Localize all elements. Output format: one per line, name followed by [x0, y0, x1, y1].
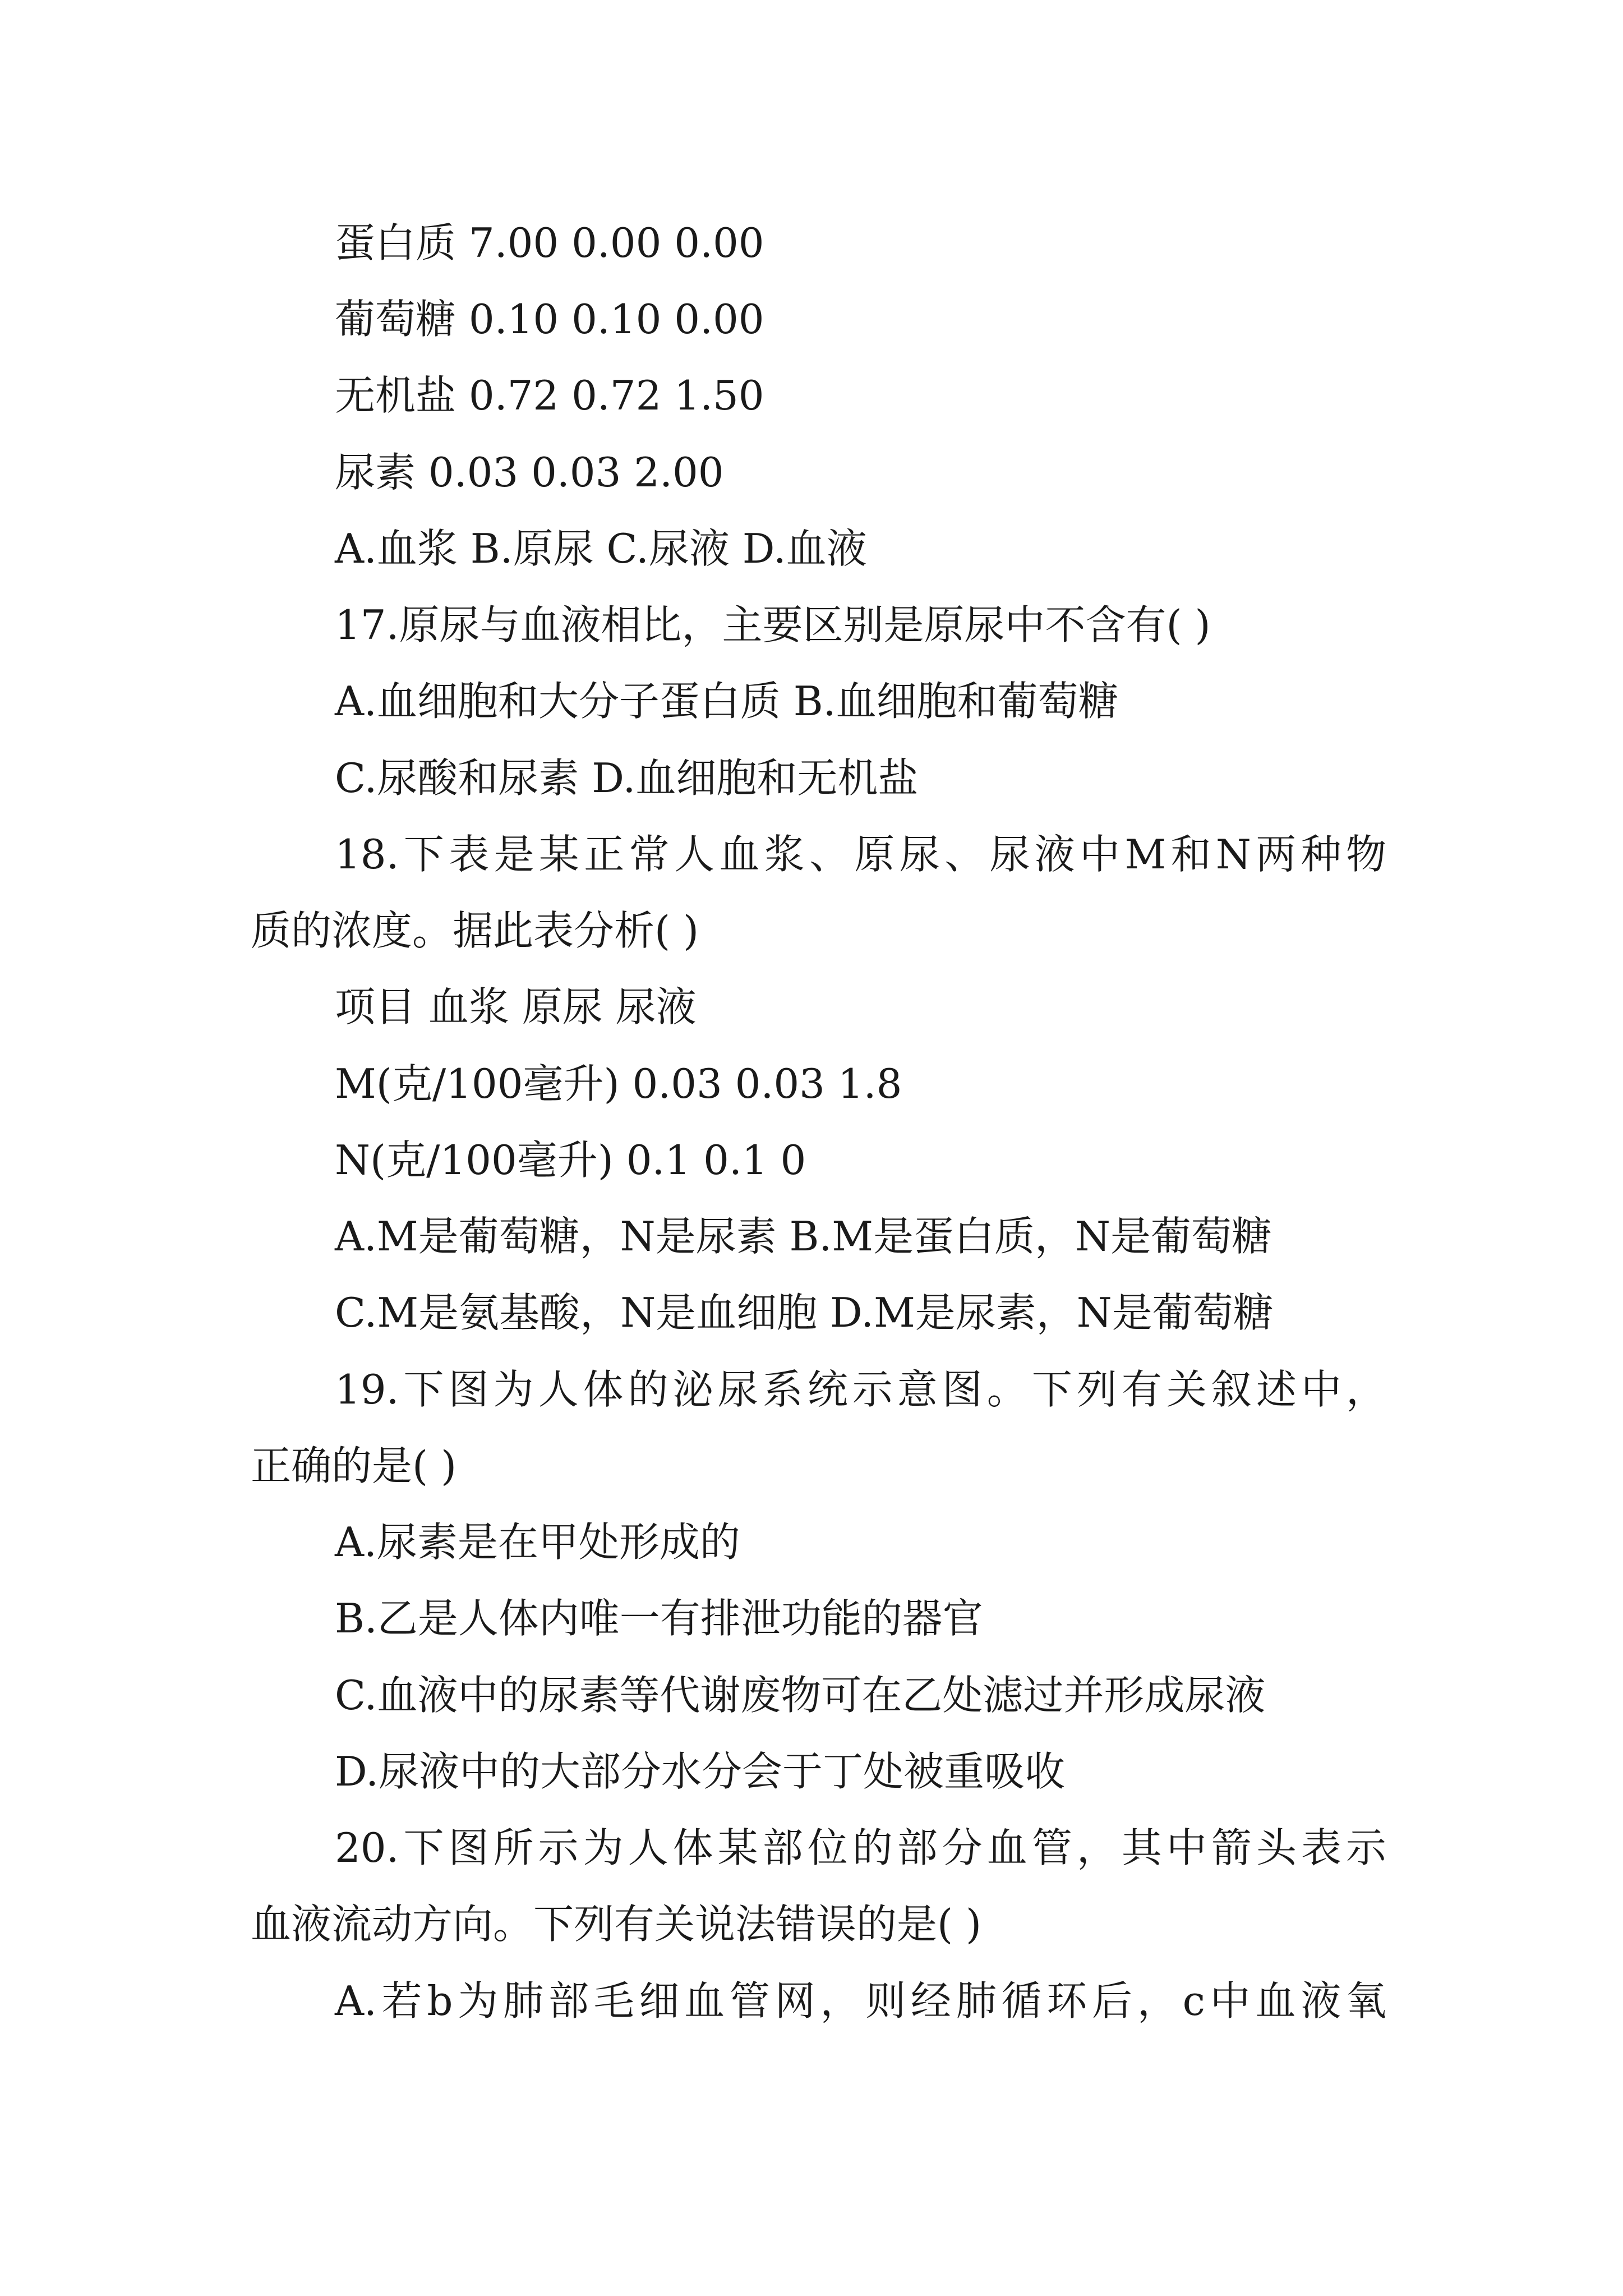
table-row-urea: 尿素 0.03 0.03 2.00 — [335, 449, 724, 496]
q19-stem-line2: 正确的是( ) — [251, 1442, 457, 1489]
q19-option-b: B.乙是人体内唯一有排泄功能的器官 — [335, 1595, 983, 1642]
q18-table-header: 项目 血浆 原尿 尿液 — [335, 983, 697, 1030]
table-row-protein: 蛋白质 7.00 0.00 0.00 — [335, 219, 764, 266]
q18-stem-line2: 质的浓度。据此表分析( ) — [251, 907, 699, 954]
table-row-inorganic-salt: 无机盐 0.72 0.72 1.50 — [335, 372, 764, 419]
q19-option-c: C.血液中的尿素等代谢废物可在乙处滤过并形成尿液 — [335, 1672, 1266, 1719]
q16-options: A.血浆 B.原尿 C.尿液 D.血液 — [335, 525, 867, 572]
q20-stem-line2: 血液流动方向。下列有关说法错误的是( ) — [251, 1901, 982, 1948]
q18-table-row-m: M(克/100毫升) 0.03 0.03 1.8 — [335, 1060, 902, 1107]
q17-options-cd: C.尿酸和尿素 D.血细胞和无机盐 — [335, 754, 919, 802]
q20-stem-line1: 20.下图所示为人体某部位的部分血管，其中箭头表示 — [335, 1824, 1386, 1871]
q19-option-d: D.尿液中的大部分水分会于丁处被重吸收 — [335, 1748, 1066, 1795]
table-row-glucose: 葡萄糖 0.10 0.10 0.00 — [335, 296, 764, 343]
q19-option-a: A.尿素是在甲处形成的 — [335, 1519, 740, 1566]
q18-stem-line1: 18.下表是某正常人血浆、原尿、尿液中M和N两种物 — [335, 831, 1386, 878]
q18-options-ab: A.M是葡萄糖，N是尿素 B.M是蛋白质，N是葡萄糖 — [335, 1213, 1272, 1260]
q19-stem-line1: 19.下图为人体的泌尿系统示意图。下列有关叙述中， — [335, 1366, 1386, 1413]
q17-options-ab: A.血细胞和大分子蛋白质 B.血细胞和葡萄糖 — [335, 678, 1119, 725]
q18-options-cd: C.M是氨基酸，N是血细胞 D.M是尿素，N是葡萄糖 — [335, 1289, 1274, 1336]
q18-table-row-n: N(克/100毫升) 0.1 0.1 0 — [335, 1137, 806, 1184]
q17-stem: 17.原尿与血液相比，主要区别是原尿中不含有( ) — [335, 601, 1211, 648]
q20-option-a: A.若b为肺部毛细血管网，则经肺循环后，c中血液氧 — [335, 1977, 1386, 2024]
